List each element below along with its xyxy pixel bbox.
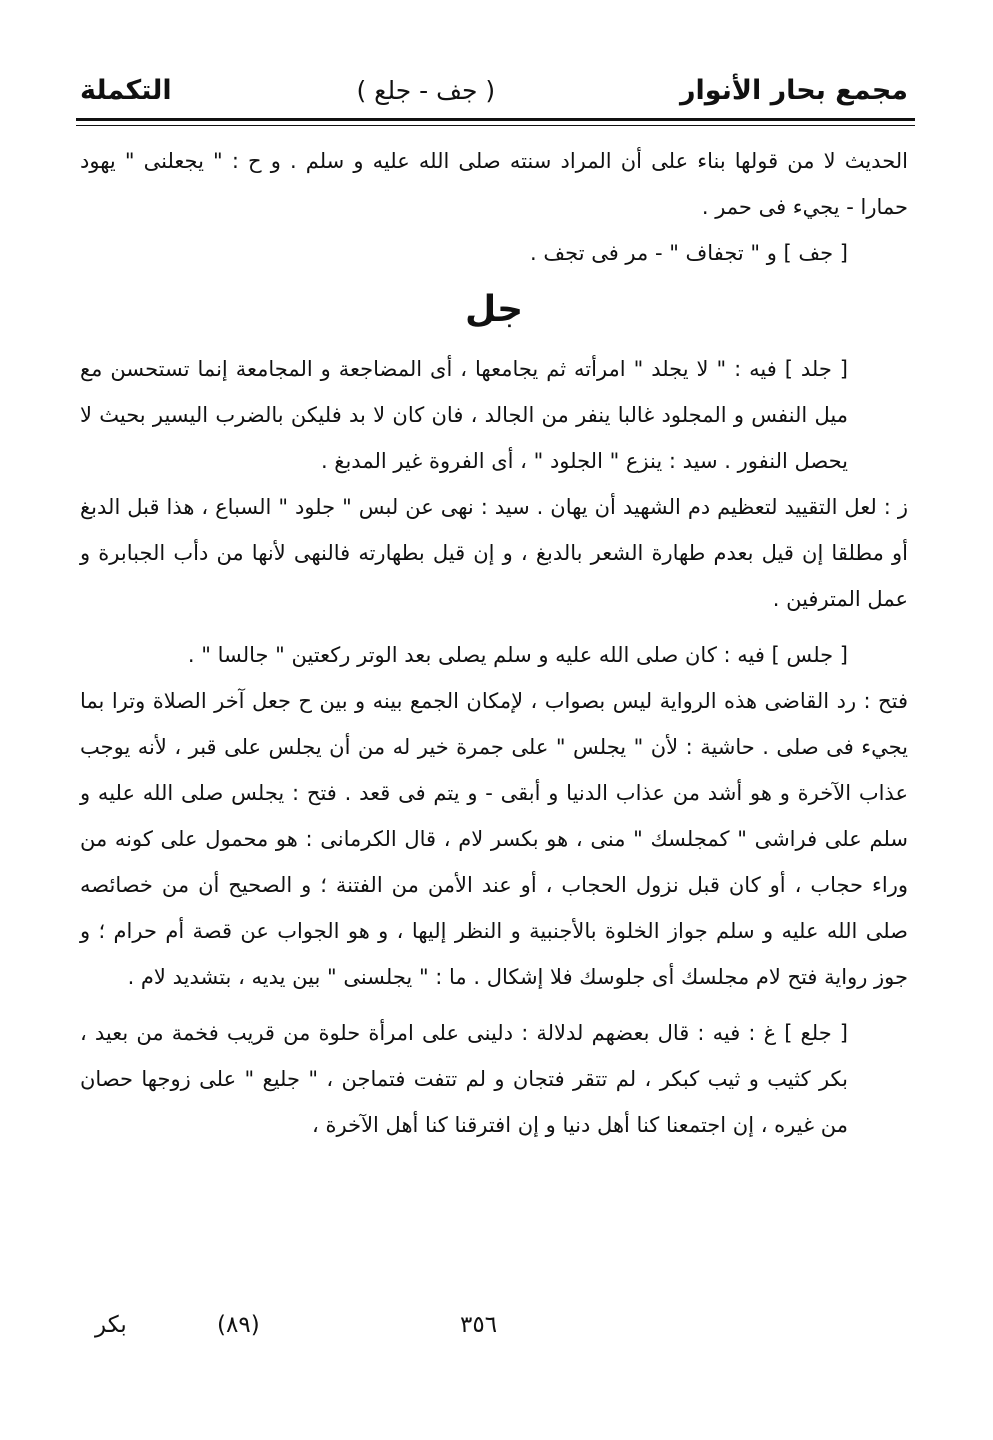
header-volume-label: التكملة <box>80 74 172 106</box>
paragraph-jald-continuation: ز : لعل التقييد لتعظيم دم الشهيد أن يهان . سيد : نهى عن لبس " جلود " السباع ، هذا قبل الدبغ أو مطلقا إن قيل بعدم طهارة الشعر بالدبغ ، و إن قيل بطهارته فالنهى لأنها من دأب الجبابرة و عمل المترفين . <box>80 495 908 611</box>
page-number: ٣٥٦ <box>460 1312 498 1338</box>
signature-mark: (٨٩) <box>217 1312 260 1338</box>
catchword: بكر <box>95 1312 127 1338</box>
paragraph-entry-jalas: [ جلس ] فيه : كان صلى الله عليه و سلم يصلى بعد الوتر ركعتين " جالسا " . <box>187 643 848 667</box>
paragraph-entry-jala: [ جلع ] غ : فيه : قال بعضهم لدلالة : دلينى على امرأة حلوة من قريب فخمة من بعيد ، بكر كثيب و ثيب كبكر ، لم تتقر فتجان و لم تتفت فتماجن ، " جليع " على زوجها حصان من غيره ، إن اجتمعنا كنا أهل دنيا و إن افترقنا كنا أهل الآخرة ، <box>80 1021 848 1137</box>
page-footer <box>95 1312 893 1352</box>
paragraph-gap <box>80 622 908 632</box>
header-book-title: مجمع بحار الأنوار <box>679 74 908 106</box>
paragraph-entry-jald: [ جلد ] فيه : " لا يجلد " امرأته ثم يجامعها ، أى المضاجعة و المجامعة إنما تستحسن مع ميل النفس و المجلود غالبا ينفر من الجالد ، فان كان لا بد فليكن بالضرب اليسير بحيث لا يحصل النفور . سيد : ينزع " الجلود " ، أى الفروة غير المدبغ . <box>80 357 848 473</box>
paragraph-gap <box>80 1000 908 1010</box>
paragraph-jalas-continuation: فتح : رد القاضى هذه الرواية ليس بصواب ، لإمكان الجمع بينه و بين ح جعل آخر الصلاة وترا بما يجيء فى صلى . حاشية : لأن " يجلس " على جمرة خير له من أن يجلس على قبر ، لأنه يوجب عذاب الآخرة و هو أشد من عذاب الدنيا و أبقى - و يتم فى قعد . فتح : يجلس صلى الله عليه و سلم على فراشى " كمجلسك " منى ، هو بكسر لام ، قال الكرمانى : هو محمول على كونه من وراء حجاب ، أو كان قبل نزول الحجاب ، أو عند الأمن من الفتنة ؛ و الصحيح أن من خصائصه صلى الله عليه و سلم جواز الخلوة بالأجنبية و النظر إليها ، و هو الجواب عن قصة أم حرام ؛ و جوز رواية فتح لام مجلسك أى جلوسك فلا إشكال . ما : " يجلسنى " بين يديه ، بتشديد لام . <box>80 689 908 989</box>
paragraph-entry-jaff: [ جف ] و " تجفاف " - مر فى تجف . <box>530 241 848 265</box>
header-rule-thin <box>76 125 915 126</box>
header-rule-thick <box>76 118 915 121</box>
running-header <box>80 70 908 110</box>
header-entry-range: ( جف - جلع ) <box>356 75 496 105</box>
section-heading: جل <box>464 289 524 330</box>
paragraph-continuation: الحديث لا من قولها بناء على أن المراد سنته صلى الله عليه و سلم . و ح : " يجعلنى " يهود حمارا - يجيء فى حمر . <box>80 149 908 219</box>
page-body <box>80 138 908 1148</box>
